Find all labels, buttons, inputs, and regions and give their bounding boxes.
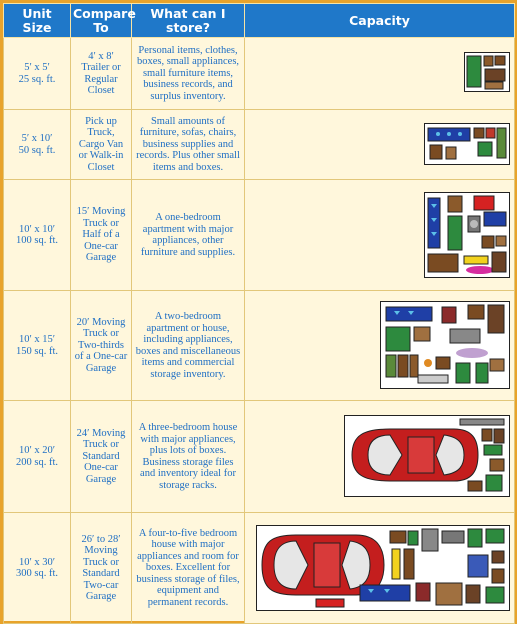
store-cell: Small amounts of furniture, sofas, chairs, business supplies and records. Plus other small items and boxes. xyxy=(132,110,245,180)
store-cell: A one-bedroom apartment with major appliances, other furniture and supplies. xyxy=(132,180,245,291)
capacity-diagram-10x15 xyxy=(380,301,510,389)
compare-cell: 20′ Moving Truck or Two-thirds of a One-car Garage xyxy=(71,291,132,401)
unit-size-table xyxy=(3,3,515,624)
store-cell: Personal items, clothes, boxes, small appliances, small furniture items, business records, and surplus inventory. xyxy=(132,38,245,110)
capacity-cell xyxy=(245,38,515,110)
header-unit-size: Unit Size xyxy=(4,4,71,38)
header-compare-to: Compare To xyxy=(71,4,132,38)
table-row xyxy=(4,110,515,180)
unit-size-cell xyxy=(4,291,71,401)
capacity-cell xyxy=(245,291,515,401)
capacity-diagram-10x10 xyxy=(424,192,510,278)
unit-sqft-value: 25 sq. ft. xyxy=(18,73,56,85)
unit-sqft-value: 100 sq. ft. xyxy=(16,235,58,246)
unit-sqft-value: 200 sq. ft. xyxy=(16,456,58,468)
unit-size-value: 5′ x 10′ xyxy=(21,133,53,144)
compare-cell: 4′ x 8′ Trailer or Regular Closet xyxy=(71,38,132,110)
capacity-cell xyxy=(245,513,515,624)
capacity-diagram-5x5 xyxy=(464,52,510,92)
capacity-cell xyxy=(245,180,515,291)
capacity-diagram-10x30 xyxy=(256,525,510,611)
capacity-cell xyxy=(245,401,515,513)
compare-cell: 24′ Moving Truck or Standard One-car Garage xyxy=(71,401,132,513)
unit-size-cell xyxy=(4,38,71,110)
unit-sqft-value: 300 sq. ft. xyxy=(16,568,58,579)
capacity-diagram-5x10 xyxy=(424,123,510,165)
unit-size-cell xyxy=(4,513,71,624)
unit-sqft-value: 150 sq. ft. xyxy=(16,345,58,357)
store-cell: A four-to-five bedroom house with major appliances and room for boxes. Excellent for business storage of files, equipment and permanent records. xyxy=(132,513,245,624)
table-row xyxy=(4,401,515,513)
unit-size-value: 10′ x 15′ xyxy=(18,334,56,345)
capacity-diagram-10x20 xyxy=(344,415,510,497)
compare-cell: 26′ to 28′ Moving Truck or Standard Two-car Garage xyxy=(71,513,132,624)
compare-cell: 15′ Moving Truck or Half of a One-car Garage xyxy=(71,180,132,291)
table-row xyxy=(4,38,515,110)
table-row xyxy=(4,513,515,624)
unit-size-value: 10′ x 10′ xyxy=(18,223,56,235)
unit-size-cell xyxy=(4,110,71,180)
unit-size-cell xyxy=(4,401,71,513)
unit-size-value: 10′ x 20′ xyxy=(18,445,56,456)
table-row xyxy=(4,180,515,291)
capacity-cell xyxy=(245,110,515,180)
unit-size-value: 10′ x 30′ xyxy=(18,556,56,568)
unit-size-value: 5′ x 5′ xyxy=(24,62,50,73)
store-cell: A two-bedroom apartment or house, including appliances, boxes and miscellaneous items and commercial storage inventory. xyxy=(132,291,245,401)
header-capacity: Capacity xyxy=(245,4,515,38)
unit-sqft-value: 50 sq. ft. xyxy=(18,144,56,156)
header-what-store: What can I store? xyxy=(132,4,245,38)
store-cell: A three-bedroom house with major appliances, plus lots of boxes. Business storage files and inventory ideal for storage racks. xyxy=(132,401,245,513)
unit-size-cell xyxy=(4,180,71,291)
table-row xyxy=(4,291,515,401)
compare-cell: Pick up Truck, Cargo Van or Walk-in Closet xyxy=(71,110,132,180)
